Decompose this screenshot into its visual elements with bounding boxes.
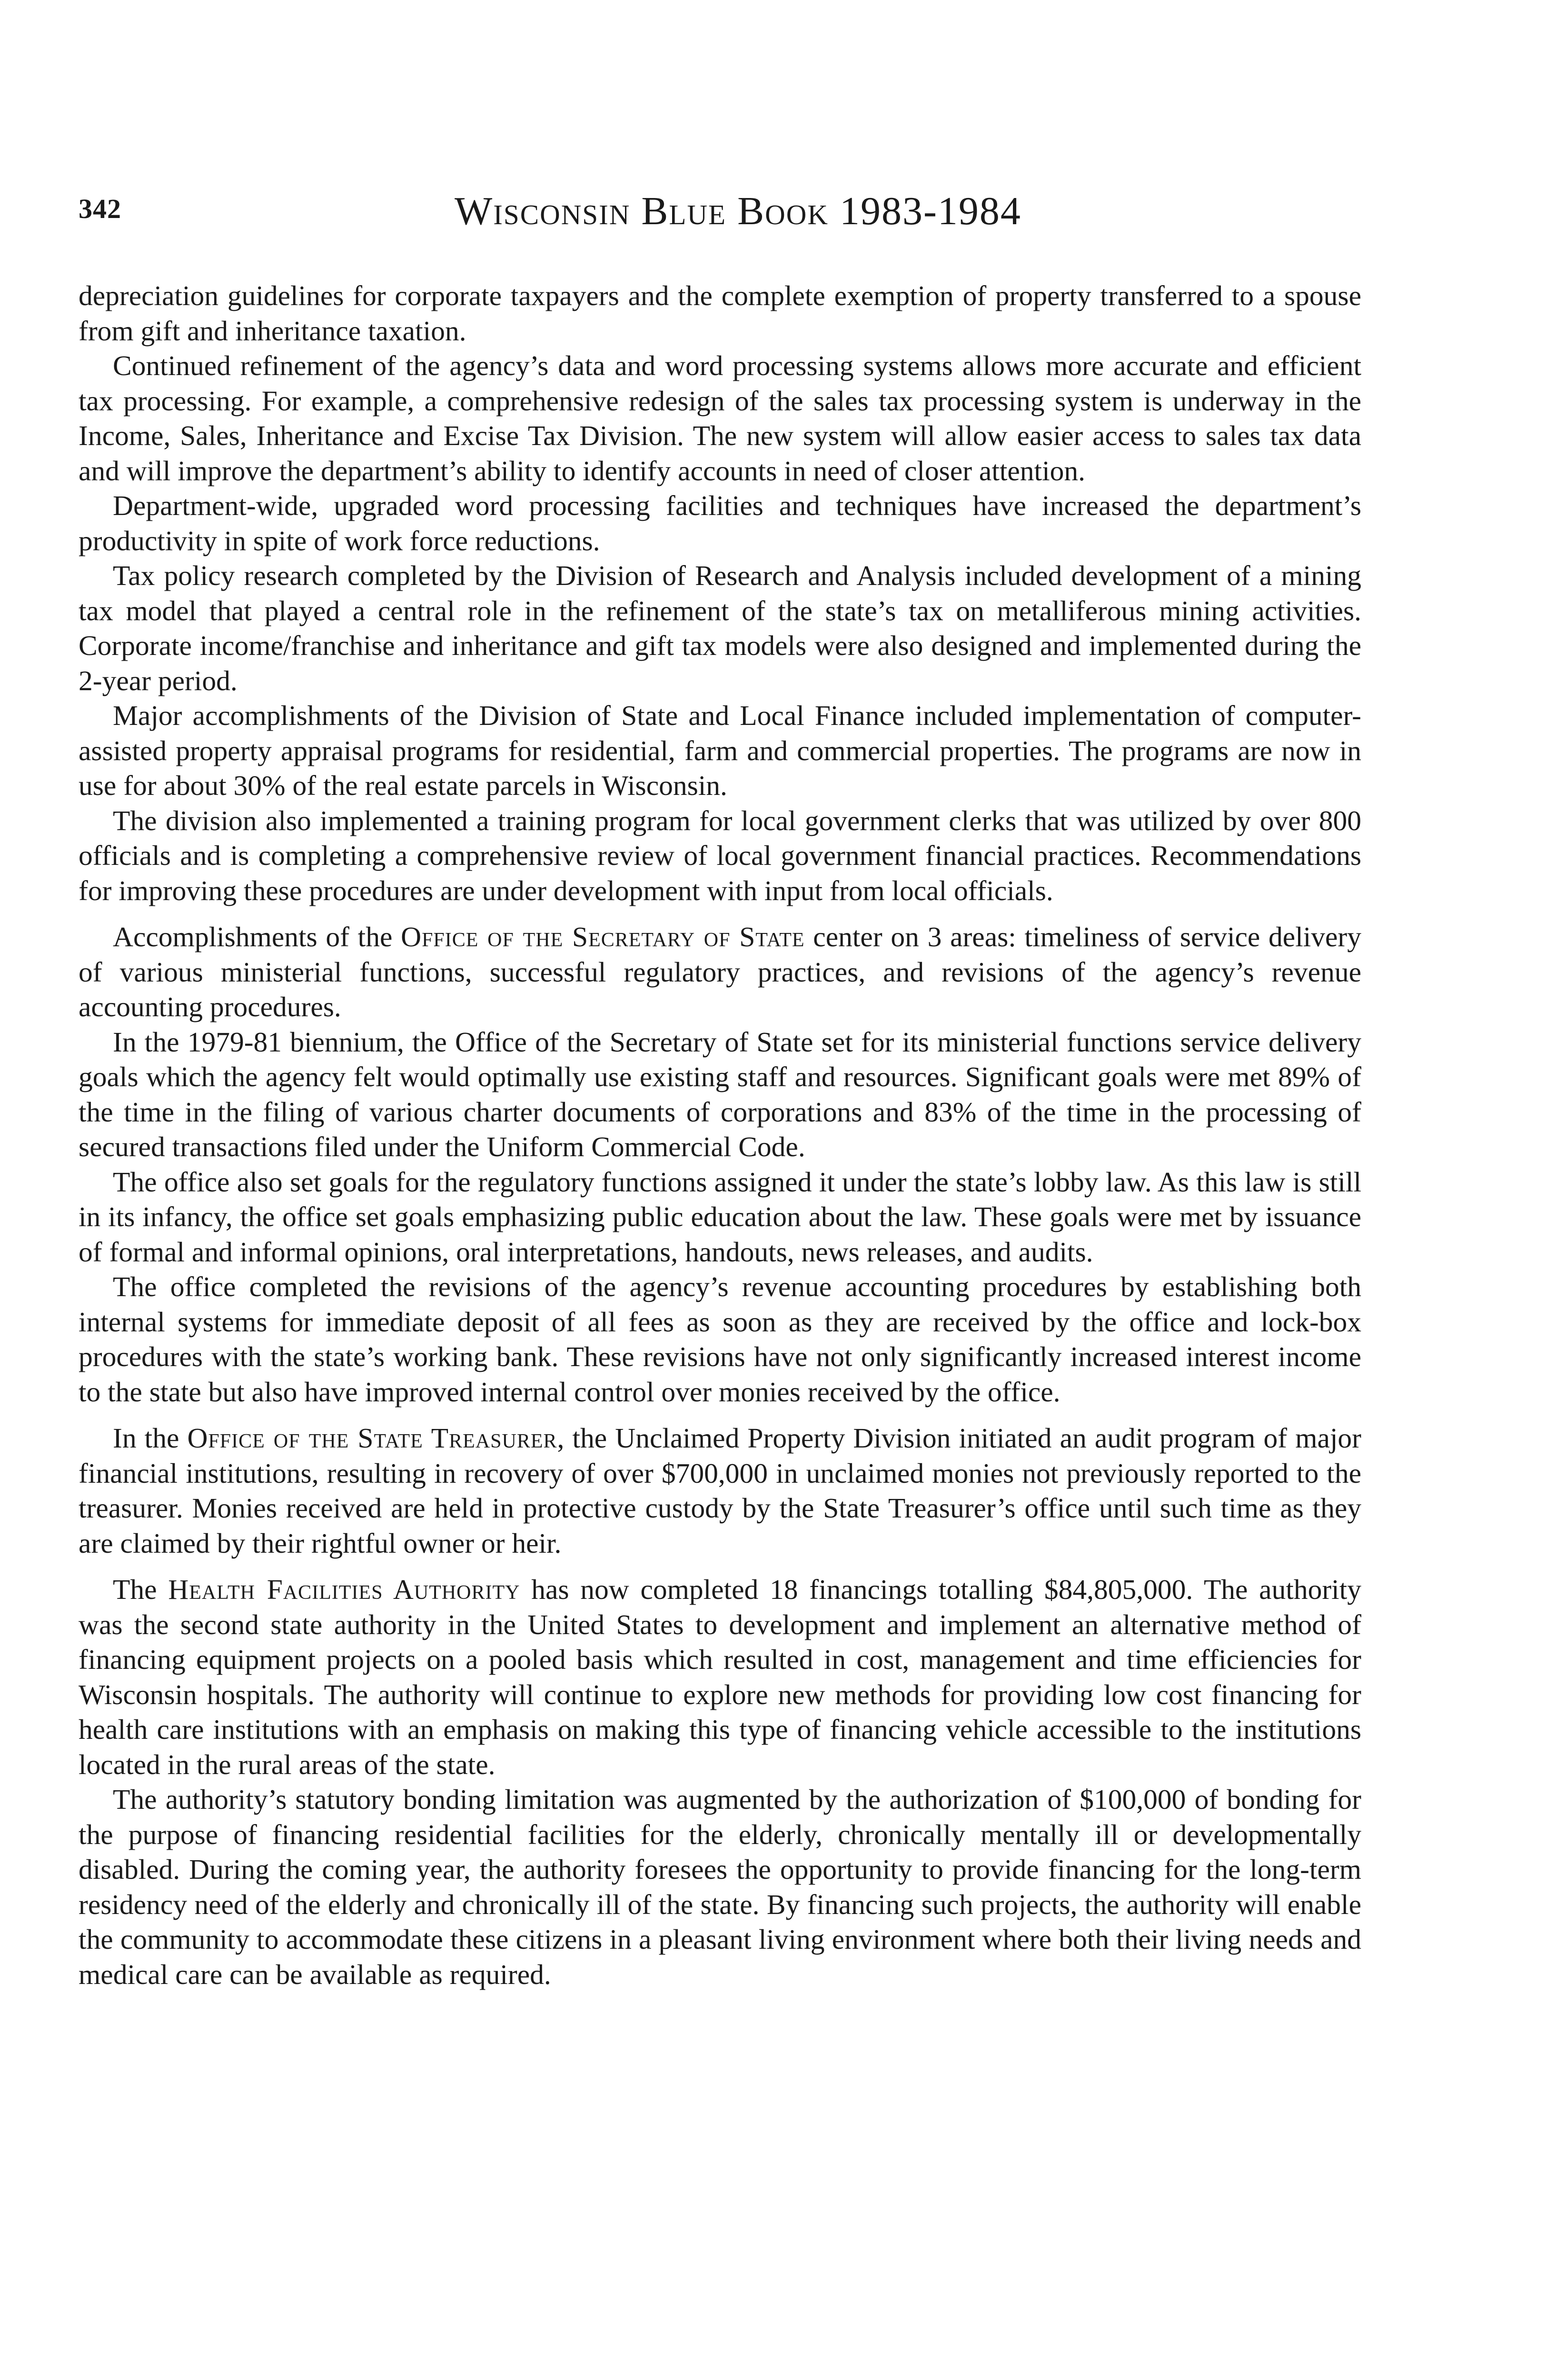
paragraph-depreciation-guidelines: depreciation guidelines for corporate taxpayers and the complete exemption of property transferred to a spouse from gift and inheritance taxation. (79, 280, 1361, 347)
paragraph-state-local-finance: Major accomplishments of the Division of State and Local Finance included implementation of computer-assisted property appraisal programs for residential, farm and commercial properties. The programs are now in use for about 30% of the real estate parcels in Wisconsin. (79, 700, 1361, 801)
paragraph-lead: In the (113, 1422, 188, 1454)
agency-name-secretary-of-state: Office of the Secretary of State (401, 921, 805, 952)
book-title: Wisconsin Blue Book 1983-1984 (455, 189, 1021, 233)
paragraph-state-treasurer (79, 1421, 1361, 1561)
paragraph-secretary-of-state (79, 920, 1361, 1025)
running-header (79, 188, 1504, 240)
paragraph-rest: has now completed 18 financings totalling $84,805,000. The authority was the second state authority in the United States to development and implement an alternative method of financing equipment projects on a pooled basis which resulted in cost, management and time efficiencies for Wisconsin hospitals. The authority will continue to explore new methods for providing low cost financing for health care institutions with an emphasis on making this type of financing vehicle accessible to the institutions located in the rural areas of the state. (79, 1574, 1361, 1780)
paragraph-revenue-accounting: The office completed the revisions of the agency’s revenue accounting procedures by establishing both internal systems for immediate deposit of all fees as soon as they are received by the office and lock-box procedures with the state’s working bank. These revisions have not only significantly increased interest income to the state but also have improved internal control over monies received by the office. (79, 1271, 1361, 1408)
paragraph-health-facilities-authority (79, 1572, 1361, 1782)
paragraph-lead: Accomplishments of the (113, 921, 401, 952)
paragraph-bonding-limitation: The authority’s statutory bonding limitation was augmented by the authorization of $100,000 of bonding for the purpose of financing residential facilities for the elderly, chronically mentally ill or developmentally disabled. During the coming year, the authority foresees the opportunity to provide financing for the long-term residency need of the elderly and chronically ill of the state. By financing such projects, the authority will enable the community to accommodate these citizens in a pleasant living environment where both their living needs and medical care can be available as required. (79, 1784, 1361, 1990)
paragraph-training-program: The division also implemented a training program for local government clerks that was utilized by over 800 officials and is completing a comprehensive review of local government financial practices. Recommendations for improving these procedures are under development with input from local officials. (79, 804, 1361, 906)
paragraph-data-processing: Continued refinement of the agency’s data and word processing systems allows more accurate and efficient tax processing. For example, a comprehensive redesign of the sales tax processing system is underway in the Income, Sales, Inheritance and Excise Tax Division. The new system will allow easier access to sales tax data and will improve the department’s ability to identify accounts in need of closer attention. (79, 350, 1361, 486)
paragraph-lobby-law: The office also set goals for the regulatory functions assigned it under the state’s lobby law. As this law is still in its infancy, the office set goals emphasizing public education about the law. These goals were met by issuance of formal and informal opinions, oral interpretations, handouts, news releases, and audits. (79, 1166, 1361, 1268)
paragraph-rest: , the Unclaimed Property Division initiated an audit program of major financial institutions, resulting in recovery of over $700,000 in unclaimed monies not previously reported to the treasurer. Monies received are held in protective custody by the State Treasurer’s office until such time as they are claimed by their rightful owner or heir. (79, 1422, 1361, 1559)
paragraph-word-processing: Department-wide, upgraded word processing facilities and techniques have increased the department’s productivity in spite of work force reductions. (79, 490, 1361, 556)
paragraph-biennium-goals: In the 1979-81 biennium, the Office of the Secretary of State set for its ministerial functions service delivery goals which the agency felt would optimally use existing staff and resources. Significant goals were met 89% of the time in the filing of various charter documents of corporations and 83% of the time in the processing of secured transactions filed under the Uniform Commercial Code. (79, 1026, 1361, 1162)
agency-name-health-facilities-authority: Health Facilities Authority (168, 1574, 520, 1605)
paragraph-rest: center on 3 areas: timeliness of service delivery of various ministerial functions, successful regulatory practices, and revisions of the agency’s revenue accounting procedures. (79, 921, 1361, 1022)
page-number: 342 (79, 193, 121, 224)
agency-name-state-treasurer: Office of the State Treasurer (187, 1422, 557, 1454)
paragraph-lead: The (113, 1574, 168, 1605)
body-text (79, 278, 1361, 1992)
paragraph-tax-policy-research: Tax policy research completed by the Division of Research and Analysis included development of a mining tax model that played a central role in the refinement of the state’s tax on metalliferous mining activities. Corporate income/franchise and inheritance and gift tax models were also designed and implemented during the 2-year period. (79, 560, 1361, 696)
